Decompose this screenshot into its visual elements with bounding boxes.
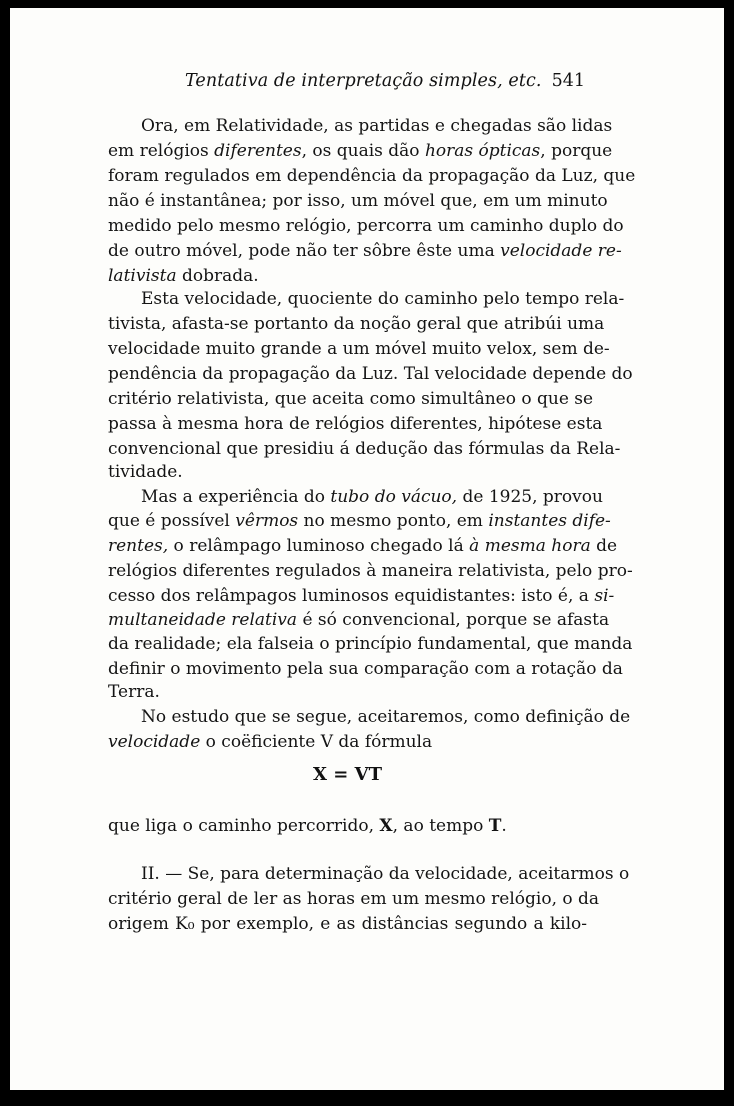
italic-run: velocidade xyxy=(108,732,201,752)
book-page xyxy=(10,8,724,1090)
text-run: no mesmo ponto, em xyxy=(298,511,489,531)
text-run: , porque xyxy=(540,141,613,161)
italic-run: tubo do vácuo, xyxy=(330,487,458,507)
text-run: No estudo que se segue, aceitaremos, como definição de xyxy=(141,707,631,727)
text-line xyxy=(108,139,613,163)
text-run: , ao tempo xyxy=(392,816,489,836)
bold-run: X xyxy=(379,816,393,836)
text-run: , os quais dão xyxy=(301,141,425,161)
text-run: da realidade; ela falseia o princípio fundamental, que manda xyxy=(108,634,633,654)
text-run: II. — Se, para determinação da velocidade, aceitarmos o xyxy=(141,864,630,884)
italic-run: rentes, xyxy=(108,536,169,556)
text-run: passa à mesma hora de relógios diferentes, hipótese esta xyxy=(108,414,603,434)
text-run: tivista, afasta-se portanto da noção geral que atribúi uma xyxy=(108,314,605,334)
running-header xyxy=(185,71,585,99)
text-run: relógios diferentes regulados à maneira relativista, pelo pro- xyxy=(108,561,633,581)
text-run: Terra. xyxy=(108,682,160,702)
text-line xyxy=(108,337,610,361)
text-line xyxy=(108,362,633,386)
text-line xyxy=(108,814,587,838)
italic-run: instantes dife- xyxy=(488,511,611,531)
italic-run: diferentes xyxy=(214,141,302,161)
text-run: Esta velocidade, quociente do caminho pelo tempo rela- xyxy=(141,289,625,309)
text-line xyxy=(108,164,636,188)
text-run: critério relativista, que aceita como simultâneo o que se xyxy=(108,389,594,409)
text-run: critério geral de ler as horas em um mesmo relógio, o da xyxy=(108,889,600,909)
text-line xyxy=(108,559,633,583)
italic-run: horas ópticas xyxy=(424,141,541,161)
text-line xyxy=(108,214,624,238)
text-line xyxy=(108,887,600,911)
text-run: de outro móvel, pode não ter sôbre êste uma xyxy=(108,241,501,261)
text-line xyxy=(108,387,594,411)
text-line xyxy=(108,239,622,263)
italic-run: si- xyxy=(594,586,615,606)
text-run: . xyxy=(501,816,507,836)
text-run: Ora, em Relatividade, as partidas e chegadas são lidas xyxy=(141,116,613,136)
text-line xyxy=(108,584,615,608)
text-line xyxy=(141,705,631,729)
text-line xyxy=(141,287,625,311)
text-line xyxy=(108,312,605,336)
text-line xyxy=(108,608,610,632)
italic-run: multaneidade relativa xyxy=(108,610,298,630)
text-line xyxy=(108,437,621,461)
formula: X = VT xyxy=(313,764,382,785)
text-line xyxy=(141,862,630,886)
text-run: dobrada. xyxy=(176,266,259,286)
text-run: medido pelo mesmo relógio, percorra um caminho duplo do xyxy=(108,216,624,236)
text-run: o relâmpago luminoso chegado lá xyxy=(168,536,470,556)
text-line xyxy=(108,509,611,533)
text-run: definir o movimento pela sua comparação com a rotação da xyxy=(108,659,623,679)
text-line xyxy=(108,534,618,558)
text-run: velocidade muito grande a um móvel muito velox, sem de- xyxy=(108,339,610,359)
text-run: de 1925, provou xyxy=(457,487,603,507)
text-line xyxy=(108,189,608,213)
text-run: pendência da propagação da Luz. Tal velocidade depende do xyxy=(108,364,633,384)
text-run: origem K₀ por exemplo, e as distâncias segundo a kilo- xyxy=(108,914,587,934)
text-run: que liga o caminho percorrido, xyxy=(108,816,380,836)
bold-run: T xyxy=(488,816,502,836)
text-line xyxy=(108,460,587,484)
text-line xyxy=(108,632,633,656)
italic-run: lativista xyxy=(108,266,177,286)
running-title: Tentativa de interpretação simples, etc. xyxy=(185,71,542,91)
text-run: Mas a experiência do xyxy=(141,487,331,507)
text-line xyxy=(108,264,587,288)
italic-run: vêrmos xyxy=(235,511,299,531)
text-run: o coëficiente V da fórmula xyxy=(200,732,433,752)
text-line xyxy=(108,730,587,754)
text-run: convencional que presidiu á dedução das fórmulas da Rela- xyxy=(108,439,621,459)
text-run: cesso dos relâmpagos luminosos equidistantes: isto é, a xyxy=(108,586,595,606)
text-line xyxy=(108,412,603,436)
text-line xyxy=(108,657,623,681)
text-line xyxy=(141,114,613,138)
text-run: foram regulados em dependência da propagação da Luz, que xyxy=(108,166,636,186)
text-run: de xyxy=(590,536,618,556)
text-run: em relógios xyxy=(108,141,215,161)
text-run: não é instantânea; por isso, um móvel que, em um minuto xyxy=(108,191,608,211)
text-run: é só convencional, porque se afasta xyxy=(297,610,610,630)
text-run: que é possível xyxy=(108,511,236,531)
italic-run: velocidade re- xyxy=(500,241,622,261)
text-run: tividade. xyxy=(108,462,183,482)
page-number: 541 xyxy=(551,71,585,91)
text-line xyxy=(108,912,587,936)
italic-run: à mesma hora xyxy=(469,536,591,556)
text-line xyxy=(141,485,603,509)
text-line xyxy=(108,680,587,704)
